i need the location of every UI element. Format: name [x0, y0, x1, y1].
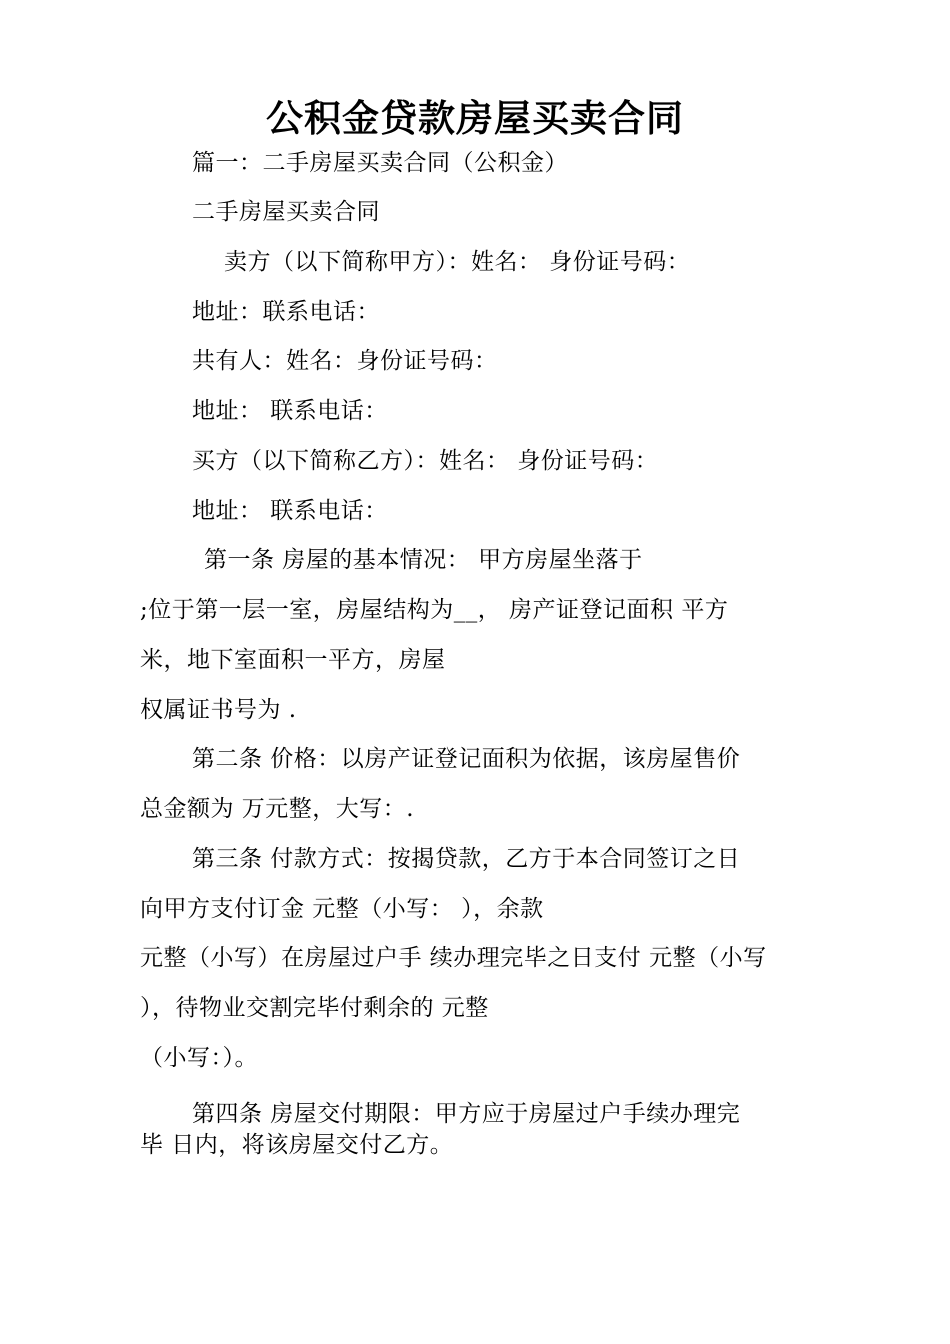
co-owner-address-line: 地址： 联系电话：	[192, 398, 388, 424]
article-4-line: 毕 日内，将该房屋交付乙方。	[140, 1132, 454, 1158]
seller-address-line: 地址：联系电话：	[192, 299, 380, 325]
article-4-line: 第四条 房屋交付期限：甲方应于房屋过户手续办理完	[192, 1101, 741, 1127]
article-1-line: 权属证书号为 .	[140, 697, 297, 723]
contract-subtitle: 二手房屋买卖合同	[192, 199, 380, 225]
document-title: 公积金贷款房屋买卖合同	[266, 96, 684, 140]
article-1-line: 第一条 房屋的基本情况： 甲方房屋坐落于	[204, 547, 643, 573]
buyer-address-line: 地址： 联系电话：	[192, 498, 388, 524]
buyer-line: 买方（以下简称乙方）：姓名： 身份证号码：	[192, 448, 659, 474]
section-heading: 篇一：二手房屋买卖合同（公积金）	[192, 150, 568, 176]
article-1-line: 米，地下室面积一平方，房屋	[140, 647, 446, 673]
article-1-line: ;位于第一层一室，房屋结构为__， 房产证登记面积 平方	[140, 597, 729, 623]
article-3-line: （小写：）。	[140, 1045, 258, 1071]
article-3-line: 元整（小写）在房屋过户手 续办理完毕之日支付 元整（小写	[140, 945, 767, 971]
article-2-line: 总金额为 万元整，大写：.	[140, 796, 415, 822]
article-3-line: ），待物业交割完毕付剩余的 元整	[140, 995, 489, 1021]
co-owner-line: 共有人：姓名：身份证号码：	[192, 348, 498, 374]
article-3-line: 向甲方支付订金 元整（小写： ），余款	[140, 896, 544, 922]
seller-line: 卖方（以下简称甲方）：姓名： 身份证号码：	[224, 249, 691, 275]
article-3-line: 第三条 付款方式：按揭贷款，乙方于本合同签订之日	[192, 846, 741, 872]
article-2-line: 第二条 价格：以房产证登记面积为依据，该房屋售价	[192, 746, 741, 772]
